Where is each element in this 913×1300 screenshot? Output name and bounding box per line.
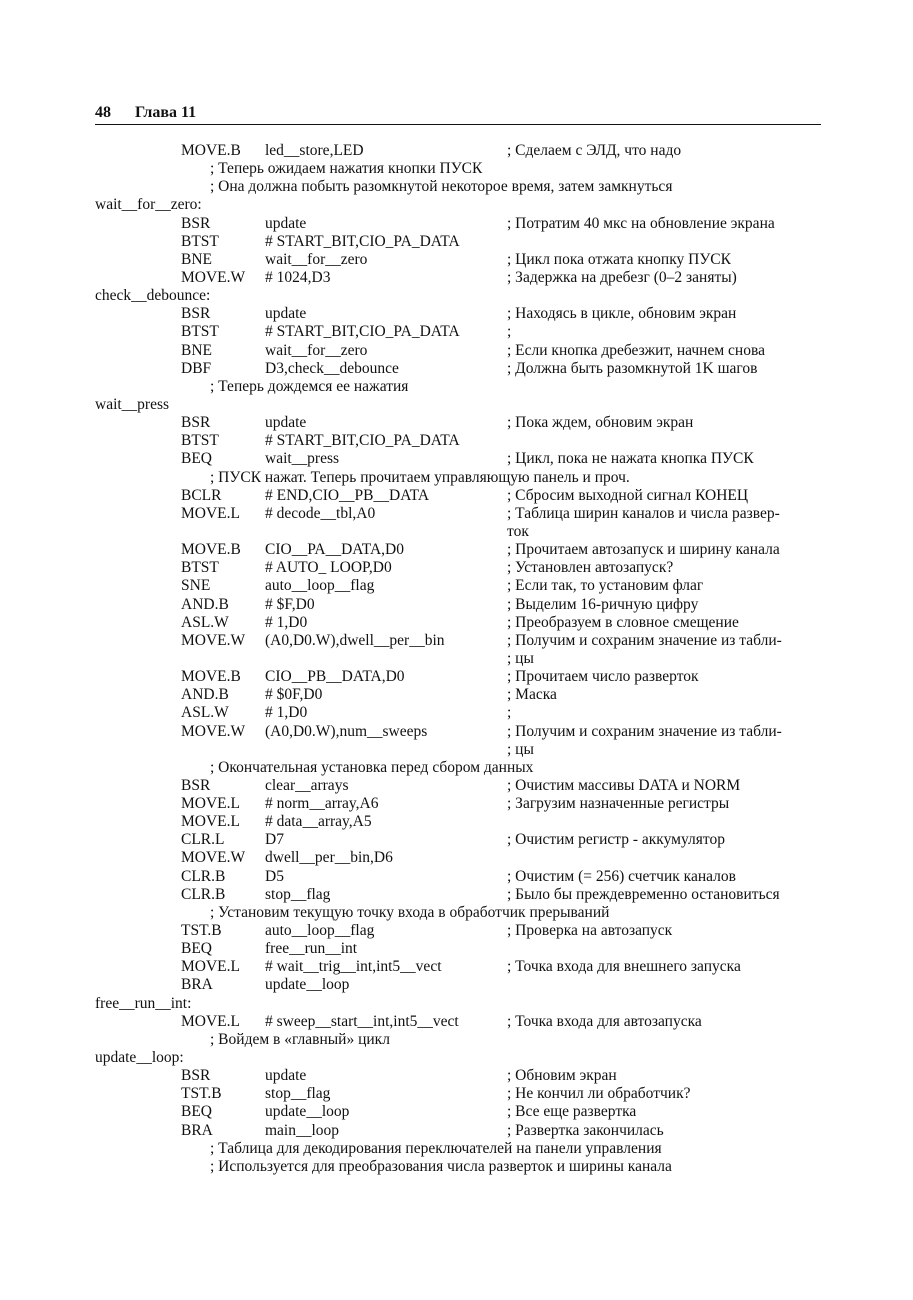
code-comment-line: ; Она должна побыть разомкнутой некоторое время, затем замкнуться [210, 178, 673, 196]
code-line [0, 759, 913, 777]
code-listing [0, 142, 913, 1176]
code-comment: ; Точка входа для автозапуска [507, 1012, 702, 1030]
code-operand: # START_BIT,CIO_PA_DATA [265, 432, 460, 450]
page-header [95, 104, 821, 126]
code-operand: CIO__PA__DATA,D0 [265, 541, 404, 559]
code-opcode: BTST [181, 559, 219, 577]
code-line [0, 360, 913, 378]
code-line [0, 849, 913, 867]
code-line [0, 741, 913, 759]
code-opcode: BNE [181, 250, 212, 268]
code-line [0, 1049, 913, 1067]
code-line [0, 1031, 913, 1049]
code-comment: ; Если так, то установим флаг [507, 577, 704, 595]
code-line [0, 142, 913, 160]
code-opcode: BTST [181, 232, 219, 250]
code-operand: update [265, 305, 307, 323]
code-opcode: DBF [181, 359, 212, 377]
code-comment-line: ; Используется для преобразования числа разверток и ширины канала [210, 1157, 672, 1175]
code-line [0, 160, 913, 178]
code-line [0, 1103, 913, 1121]
code-operand: # AUTO_ LOOP,D0 [265, 559, 392, 577]
code-line [0, 686, 913, 704]
code-line [0, 831, 913, 849]
code-operand: D7 [265, 831, 284, 849]
code-line [0, 596, 913, 614]
code-comment: ; Развертка закончилась [507, 1121, 664, 1139]
code-opcode: BSR [181, 414, 211, 432]
code-line [0, 922, 913, 940]
code-line [0, 704, 913, 722]
code-line [0, 1122, 913, 1140]
code-comment: ; [507, 704, 512, 722]
code-line [0, 995, 913, 1013]
code-line [0, 233, 913, 251]
code-comment-line: ; Теперь дождемся ее нажатия [210, 377, 409, 395]
code-opcode: BEQ [181, 940, 212, 958]
code-line [0, 976, 913, 994]
code-line [0, 450, 913, 468]
header-rule [95, 124, 821, 125]
code-opcode: BEQ [181, 450, 212, 468]
code-comment-line: ; Войдем в «главный» цикл [210, 1030, 390, 1048]
code-comment: ток [507, 522, 529, 540]
code-comment-line: ; ПУСК нажат. Теперь прочитаем управляющую панель и проч. [210, 468, 630, 486]
code-operand: # sweep__start__int,int5__vect [265, 1012, 459, 1030]
code-opcode: CLR.B [181, 867, 226, 885]
code-comment-line: ; Теперь ожидаем нажатия кнопки ПУСК [210, 160, 483, 178]
code-operand: update [265, 414, 307, 432]
code-opcode: BSR [181, 214, 211, 232]
code-opcode: BTST [181, 323, 219, 341]
code-operand: clear__arrays [265, 776, 349, 794]
code-operand: # data__array,A5 [265, 813, 372, 831]
code-opcode: ASL.W [181, 613, 229, 631]
code-comment: ; Очистим массивы DATA и NORM [507, 776, 741, 794]
code-operand: # $F,D0 [265, 595, 315, 613]
code-comment: ; цы [507, 649, 534, 667]
code-line [0, 414, 913, 432]
code-label: free__run__int: [95, 994, 192, 1012]
code-operand: update [265, 214, 307, 232]
code-operand: wait__for__zero [265, 250, 368, 268]
code-opcode: MOVE.L [181, 1012, 240, 1030]
code-opcode: BSR [181, 305, 211, 323]
code-line [0, 1140, 913, 1158]
code-operand: # $0F,D0 [265, 686, 323, 704]
code-label: wait__press [95, 395, 170, 413]
code-opcode: MOVE.B [181, 668, 241, 686]
code-line [0, 795, 913, 813]
code-operand: # norm__array,A6 [265, 795, 379, 813]
code-line [0, 1085, 913, 1103]
code-operand: free__run__int [265, 940, 358, 958]
code-line [0, 469, 913, 487]
code-opcode: MOVE.W [181, 849, 246, 867]
code-comment: ; Проверка на автозапуск [507, 922, 673, 940]
code-line [0, 323, 913, 341]
code-operand: wait__press [265, 450, 340, 468]
code-operand: led__store,LED [265, 142, 364, 159]
code-line [0, 868, 913, 886]
code-opcode: TST.B [181, 1085, 222, 1103]
code-comment: ; Потратим 40 мкс на обновление экрана [507, 214, 775, 232]
code-comment: ; [507, 323, 512, 341]
code-operand: D3,check__debounce [265, 359, 399, 377]
code-opcode: BTST [181, 432, 219, 450]
code-opcode: ASL.W [181, 704, 229, 722]
code-opcode: MOVE.L [181, 813, 240, 831]
code-comment: ; Обновим экран [507, 1067, 617, 1085]
code-comment: ; Если кнопка дребезжит, начнем снова [507, 341, 765, 359]
code-comment: ; Цикл, пока не нажата кнопка ПУСК [507, 450, 754, 468]
chapter-title: Глава 11 [135, 104, 197, 121]
code-line [0, 432, 913, 450]
code-comment: ; Установлен автозапуск? [507, 559, 674, 577]
code-operand: stop__flag [265, 1085, 331, 1103]
code-line [0, 723, 913, 741]
code-opcode: BEQ [181, 1103, 212, 1121]
code-comment: ; Очистим регистр - аккумулятор [507, 831, 725, 849]
code-opcode: MOVE.W [181, 631, 246, 649]
code-label: check__debounce: [95, 287, 211, 305]
code-comment: ; Должна быть разомкнутой 1K шагов [507, 359, 758, 377]
code-line [0, 1067, 913, 1085]
code-line [0, 487, 913, 505]
code-line [0, 251, 913, 269]
code-comment: ; Таблица ширин каналов и числа развер- [507, 504, 780, 522]
code-operand: D5 [265, 867, 284, 885]
code-opcode: BSR [181, 776, 211, 794]
code-line [0, 940, 913, 958]
code-comment: ; Не кончил ли обработчик? [507, 1085, 691, 1103]
code-line [0, 505, 913, 523]
code-comment: ; Получим и сохраним значение из табли- [507, 722, 782, 740]
code-comment-line: ; Установим текущую точку входа в обработчик прерываний [210, 903, 610, 921]
code-line [0, 269, 913, 287]
code-line [0, 813, 913, 831]
code-opcode: AND.B [181, 686, 229, 704]
code-opcode: MOVE.W [181, 722, 246, 740]
code-comment: ; Прочитаем число разверток [507, 668, 699, 686]
code-line [0, 287, 913, 305]
code-opcode: BRA [181, 1121, 213, 1139]
code-line [0, 305, 913, 323]
code-opcode: MOVE.L [181, 958, 240, 976]
code-line [0, 1013, 913, 1031]
code-line [0, 577, 913, 595]
code-comment: ; Было бы преждевременно остановиться [507, 885, 780, 903]
code-opcode: AND.B [181, 595, 229, 613]
code-comment: ; Пока ждем, обновим экран [507, 414, 694, 432]
code-operand: update [265, 1067, 307, 1085]
code-line [0, 777, 913, 795]
code-operand: # 1024,D3 [265, 268, 331, 286]
code-comment: ; Выделим 16-ричную цифру [507, 595, 699, 613]
code-opcode: TST.B [181, 922, 222, 940]
code-operand: auto__loop__flag [265, 922, 375, 940]
code-opcode: CLR.L [181, 831, 225, 849]
code-comment: ; Находясь в цикле, обновим экран [507, 305, 737, 323]
code-operand: # END,CIO__PB__DATA [265, 486, 430, 504]
code-opcode: MOVE.B [181, 541, 241, 559]
code-opcode: MOVE.L [181, 795, 240, 813]
code-comment: ; цы [507, 740, 534, 758]
code-line [0, 614, 913, 632]
code-line [0, 650, 913, 668]
code-comment: ; Маска [507, 686, 557, 704]
code-operand: update__loop [265, 976, 350, 994]
code-comment: ; Сделаем с ЭЛД, что надо [507, 142, 682, 159]
code-opcode: SNE [181, 577, 211, 595]
code-operand: # 1,D0 [265, 704, 308, 722]
code-line [0, 1158, 913, 1176]
code-operand: main__loop [265, 1121, 340, 1139]
code-comment: ; Задержка на дребезг (0–2 заняты) [507, 268, 737, 286]
code-comment: ; Преобразуем в словное смещение [507, 613, 739, 631]
code-opcode: BNE [181, 341, 212, 359]
code-comment: ; Очистим (= 256) счетчик каналов [507, 867, 736, 885]
code-comment: ; Получим и сохраним значение из табли- [507, 631, 782, 649]
code-line [0, 632, 913, 650]
code-label: update__loop: [95, 1049, 184, 1067]
code-comment: ; Точка входа для внешнего запуска [507, 958, 741, 976]
code-operand: dwell__per__bin,D6 [265, 849, 393, 867]
code-comment: ; Все еще развертка [507, 1103, 637, 1121]
code-operand: (A0,D0.W),num__sweeps [265, 722, 428, 740]
code-line [0, 378, 913, 396]
code-line [0, 541, 913, 559]
code-line [0, 178, 913, 196]
page-number: 48 [95, 104, 111, 121]
code-comment-line: ; Окончательная установка перед сбором данных [210, 758, 534, 776]
code-operand: # START_BIT,CIO_PA_DATA [265, 232, 460, 250]
code-operand: stop__flag [265, 885, 331, 903]
code-comment-line: ; Таблица для декодирования переключателей на панели управления [210, 1139, 662, 1157]
code-opcode: MOVE.L [181, 504, 240, 522]
code-opcode: MOVE.B [181, 142, 241, 159]
code-label: wait__for__zero: [95, 196, 202, 214]
code-opcode: CLR.B [181, 885, 226, 903]
code-opcode: BCLR [181, 486, 222, 504]
code-operand: # wait__trig__int,int5__vect [265, 958, 442, 976]
code-operand: # decode__tbl,A0 [265, 504, 376, 522]
code-operand: update__loop [265, 1103, 350, 1121]
code-opcode: BRA [181, 976, 213, 994]
code-line [0, 396, 913, 414]
code-line [0, 196, 913, 214]
code-line [0, 523, 913, 541]
code-line [0, 668, 913, 686]
code-opcode: MOVE.W [181, 268, 246, 286]
code-line [0, 958, 913, 976]
code-comment: ; Цикл пока отжата кнопку ПУСК [507, 250, 731, 268]
code-line [0, 904, 913, 922]
code-operand: wait__for__zero [265, 341, 368, 359]
code-comment: ; Сбросим выходной сигнал КОНЕЦ [507, 486, 749, 504]
code-operand: # 1,D0 [265, 613, 308, 631]
code-opcode: BSR [181, 1067, 211, 1085]
code-comment: ; Загрузим назначенные регистры [507, 795, 730, 813]
code-line [0, 559, 913, 577]
code-line [0, 342, 913, 360]
code-operand: # START_BIT,CIO_PA_DATA [265, 323, 460, 341]
code-operand: (A0,D0.W),dwell__per__bin [265, 631, 445, 649]
code-operand: auto__loop__flag [265, 577, 375, 595]
code-line [0, 215, 913, 233]
code-line [0, 886, 913, 904]
code-comment: ; Прочитаем автозапуск и ширину канала [507, 541, 780, 559]
code-operand: CIO__PB__DATA,D0 [265, 668, 405, 686]
